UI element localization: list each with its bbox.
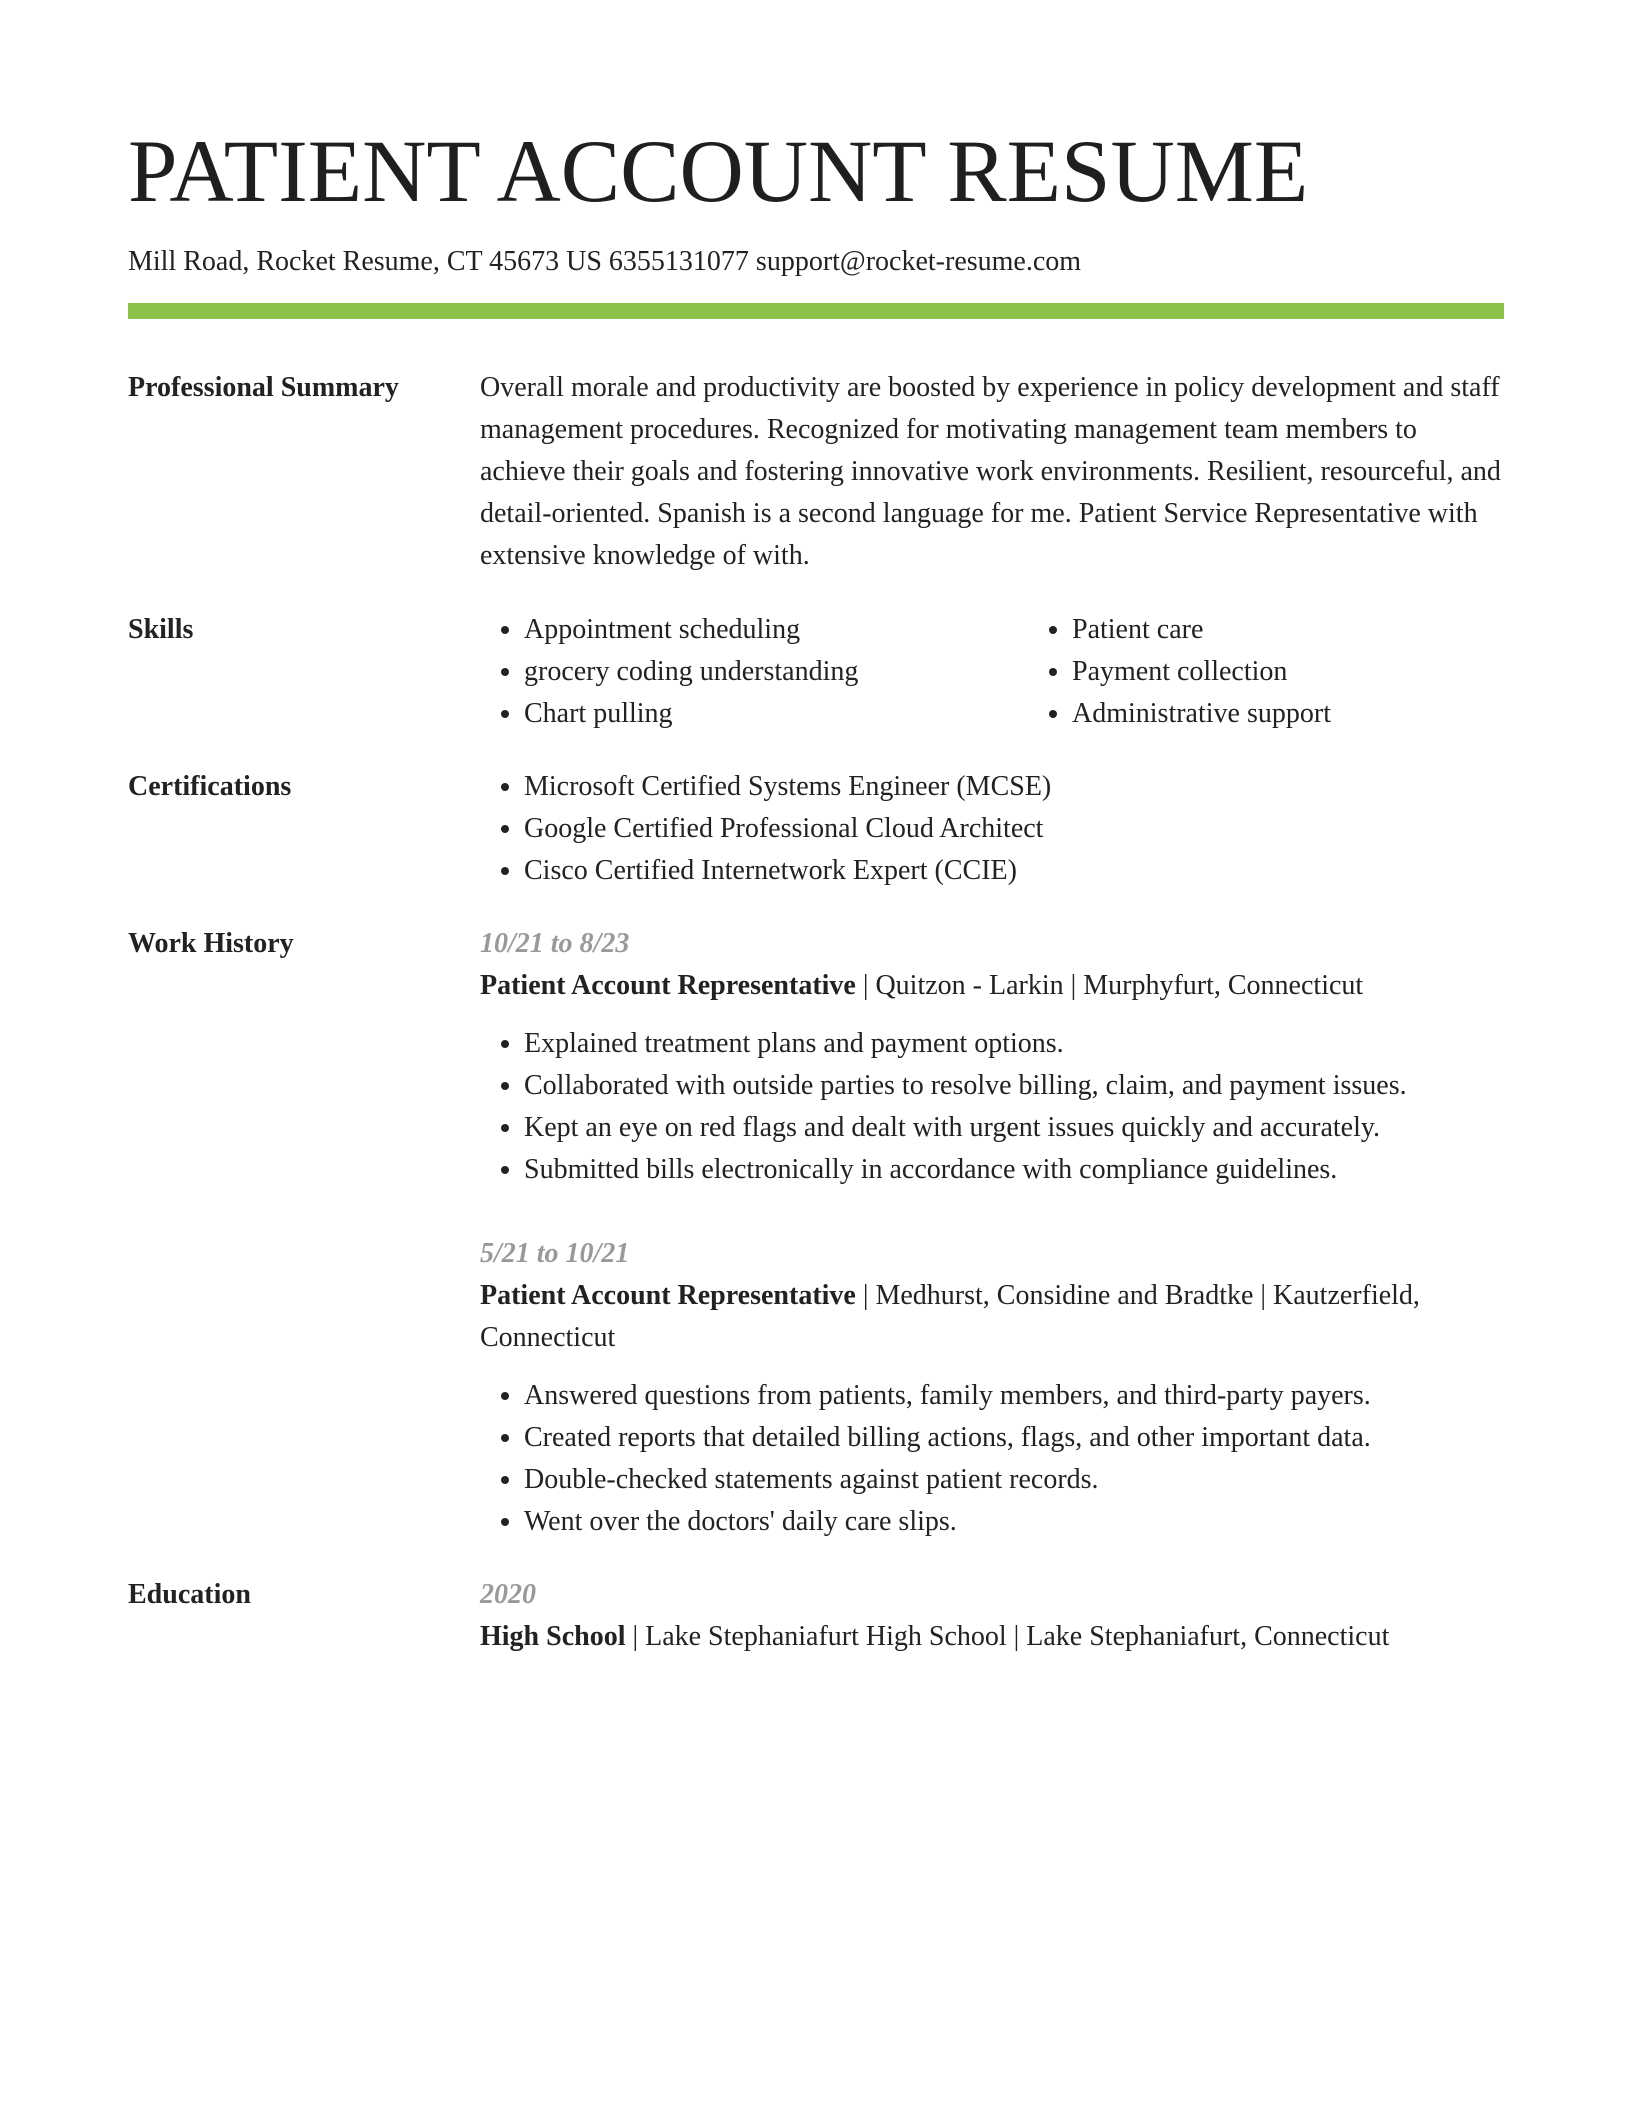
job-title: Patient Account Representative	[480, 969, 856, 1001]
skills-list-left	[480, 609, 1028, 735]
list-item: • Google Certified Professional Cloud Architect	[524, 808, 1504, 850]
job-details: | Medhurst, Considine and Bradtke | Kautzerfield, Connecticut	[480, 1279, 1420, 1353]
list-item: • Appointment scheduling	[524, 609, 1028, 651]
list-item: • Administrative support	[1072, 693, 1576, 735]
work-history-section	[128, 923, 1504, 1543]
education-year: 2020	[480, 1578, 536, 1610]
section-label-skills: Skills	[128, 613, 194, 645]
accent-divider	[128, 303, 1504, 319]
contact-line: Mill Road, Rocket Resume, CT 45673 US 6355131077 support@rocket-resume.com	[128, 246, 1082, 277]
job-bullets	[480, 1023, 1504, 1191]
resume-title: PATIENT ACCOUNT RESUME	[128, 123, 1309, 221]
job-dates: 5/21 to 10/21	[480, 1237, 630, 1269]
list-item: • grocery coding understanding	[524, 651, 1028, 693]
job-bullets	[480, 1375, 1504, 1543]
list-item: • Double-checked statements against patient records.	[524, 1459, 1504, 1501]
list-item: • Kept an eye on red flags and dealt with urgent issues quickly and accurately.	[524, 1107, 1504, 1149]
list-item: • Payment collection	[1072, 651, 1576, 693]
education-section	[128, 1574, 1504, 1658]
list-item: • Answered questions from patients, family members, and third-party payers.	[524, 1375, 1504, 1417]
certifications-list	[480, 766, 1504, 892]
section-label-summary: Professional Summary	[128, 371, 399, 403]
job-title: Patient Account Representative	[480, 1279, 856, 1311]
section-label-certifications: Certifications	[128, 770, 292, 802]
list-item: • Chart pulling	[524, 693, 1028, 735]
certifications-section	[128, 766, 1504, 892]
list-item: • Explained treatment plans and payment options.	[524, 1023, 1504, 1065]
summary-text: Overall morale and productivity are boosted by experience in policy development and staff management procedures. Recognized for motivating management team members to achieve their goals and fostering innovative work environments. Resilient, resourceful, and detail-oriented. Spanish is a second language for me. Patient Service Representative with extensive knowledge of with.	[480, 371, 1501, 571]
summary-section	[128, 367, 1504, 577]
job-entry	[480, 1233, 1504, 1543]
skills-section	[128, 609, 1504, 735]
list-item: • Patient care	[1072, 609, 1576, 651]
job-heading	[480, 1275, 1504, 1359]
list-item: • Cisco Certified Internetwork Expert (CCIE)	[524, 850, 1504, 892]
job-details: | Quitzon - Larkin | Murphyfurt, Connecticut	[855, 969, 1364, 1001]
job-dates: 10/21 to 8/23	[480, 927, 630, 959]
list-item: • Submitted bills electronically in accordance with compliance guidelines.	[524, 1149, 1504, 1191]
education-heading	[480, 1616, 1504, 1658]
job-heading	[480, 965, 1504, 1007]
list-item: • Microsoft Certified Systems Engineer (MCSE)	[524, 766, 1504, 808]
list-item: • Created reports that detailed billing actions, flags, and other important data.	[524, 1417, 1504, 1459]
section-label-education: Education	[128, 1578, 251, 1610]
education-degree: High School	[480, 1620, 626, 1652]
list-item: • Went over the doctors' daily care slips.	[524, 1501, 1504, 1543]
skills-list-right	[1028, 609, 1576, 735]
education-details: | Lake Stephaniafurt High School | Lake Stephaniafurt, Connecticut	[625, 1620, 1390, 1652]
job-entry	[480, 923, 1504, 1191]
section-label-work-history: Work History	[128, 927, 294, 959]
list-item: • Collaborated with outside parties to resolve billing, claim, and payment issues.	[524, 1065, 1504, 1107]
